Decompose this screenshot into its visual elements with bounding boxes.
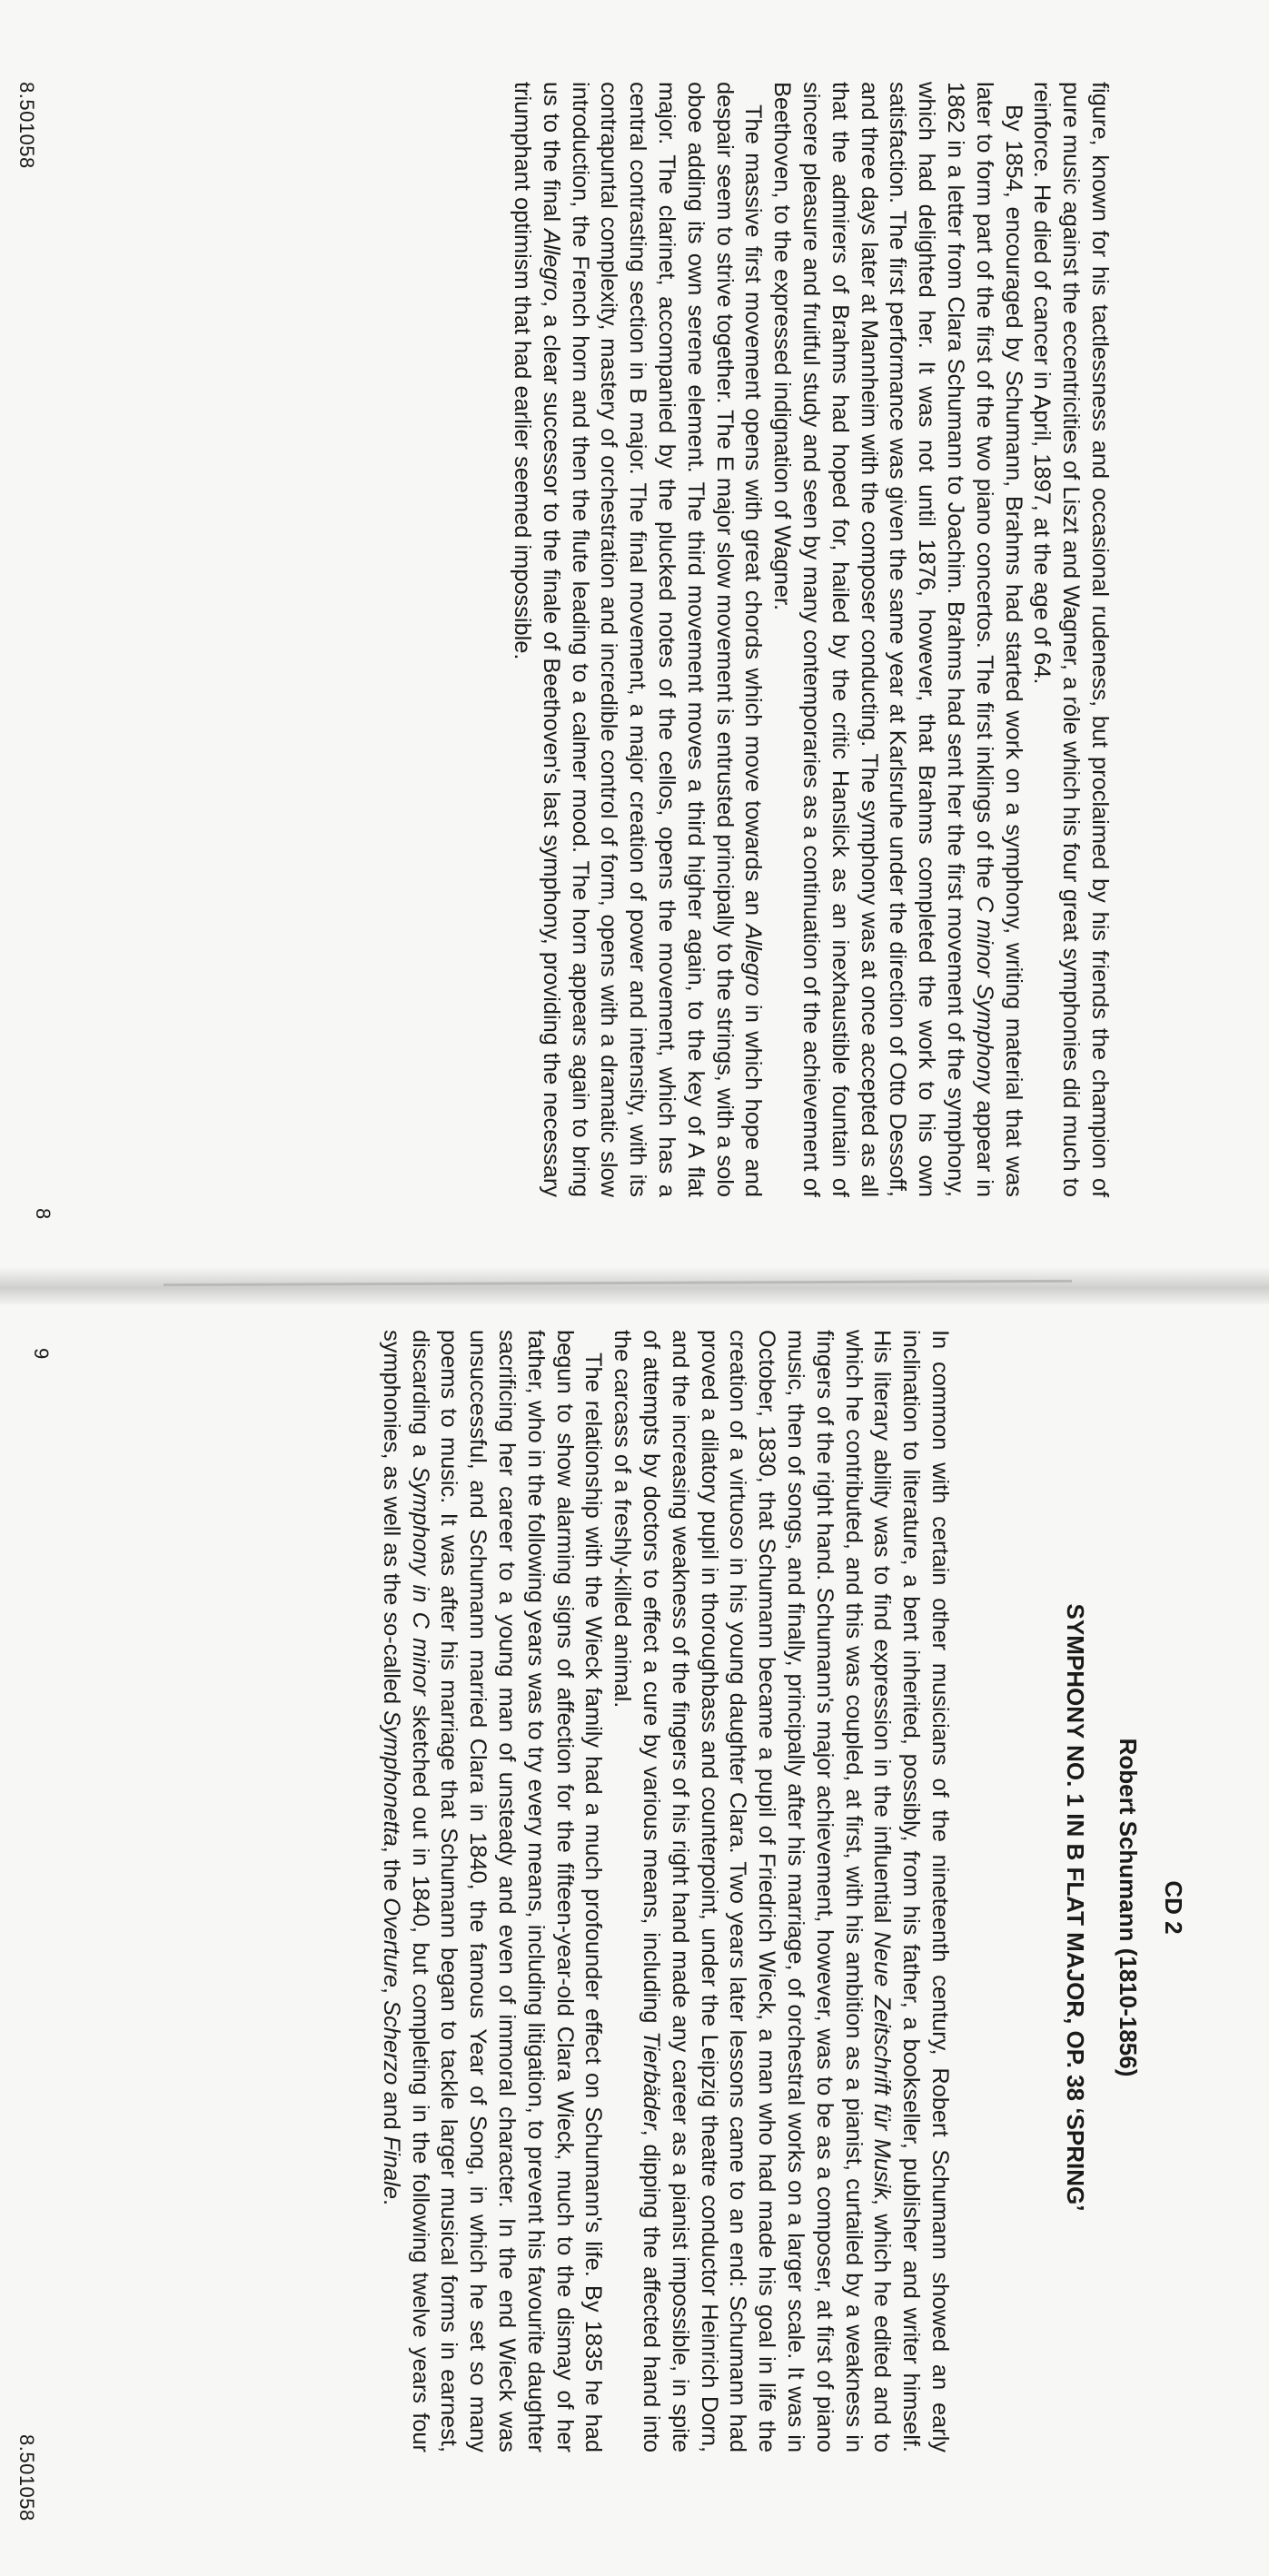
- italic-text-run: Symphony in C minor: [407, 1466, 433, 1696]
- page8-catalog-number: 8.501058: [15, 82, 38, 169]
- page8-paragraph: [767, 82, 1026, 1197]
- page9-page-number: 9: [30, 1348, 53, 1360]
- italic-text-run: Scherzo: [378, 2000, 404, 2086]
- page9-heading-block: [1061, 1317, 1188, 2498]
- italic-text-run: Allegro: [740, 924, 767, 996]
- page8-body-text: [507, 82, 1114, 1197]
- text-run: in which hope and despair seem to strive together. The E major slow movement is entrusted principally to the strings, with a solo oboe adding its own serene element. The third movement moves a third higher again, to the key of A flat major. The clarinet, accompanied by the plucked notes of the cellos, opens the movement, which has a central contrasting section in B major. The final movement, a major creation of power and intensity, with its contrapuntal complexity, mastery of orchestration and incredible control of form, opens with a dramatic slow introduction, the French horn and then the flute leading to a calmer mood. The horn appears again to bring us to the final: [538, 82, 767, 1197]
- page8-paragraph: [1027, 82, 1114, 1197]
- italic-text-run: Neue Zeitschrift für Musik: [869, 1931, 896, 2199]
- text-run: appear in 1862 in a letter from Clara Schumann to Joachim. Brahms had sent her the first movement of the symphony, which had delighted her. It was not until 1876, however, that Brahms completed the work to his own satisfaction. The first performance was given the same year at Karlsruhe under the direction of Otto Dessoff, and three days later at Mannheim with the composer conducting. The symphony was at once accepted as all that the admirers of Brahms had hoped for, hailed by the critic Hanslick as an inexhaustible fountain of sincere pleasure and fruitful study and seen by many contemporaries as a continuation of the achievement of Beethoven, to the expressed indignation of Wagner.: [769, 82, 997, 1197]
- text-run: sketched out in 1840, but completing in the following twelve years four symphonies, as well as the so-called: [378, 1330, 433, 2453]
- italic-text-run: Finale: [378, 2135, 404, 2199]
- page9-catalog-number: 8.501058: [15, 2434, 38, 2522]
- page9-paragraph: [376, 1330, 607, 2452]
- italic-text-run: Overture: [378, 1897, 404, 1988]
- page8-paragraph: [507, 82, 767, 1197]
- italic-text-run: Symphonetta: [378, 1710, 404, 1847]
- booklet-page-9: [0, 1304, 1269, 2576]
- text-run: , which he edited and to which he contributed, and this was coupled, at first, with his ambition as a pianist, curtailed by a weakness in fingers of the right hand. Schumann's major achievement, however, was to be as a composer, at first of piano music, then of songs, and finally, principally after his marriage, of orchestral works on a larger scale. It was in October, 1830, that Schumann became a pupil of Friedrich Wieck, a man who had made his goal in life the creation of a virtuoso in his young daughter Clara. Two years later lessons came to an end: Schumann had proved a dilatory pupil in thoroughbass and counterpoint, under the Leipzig theatre conductor Heinrich Dorn, and the increasing weakness of the fingers of his right hand made any career as a pianist impossible, in spite of attempts by doctors to effect a cure by various means, including: [639, 1330, 896, 2453]
- page9-paragraph: [607, 1330, 954, 2452]
- text-run: , dipping the affected hand into the carcass of a freshly-killed animal.: [610, 1330, 665, 2452]
- composer-heading: Robert Schumann (1810-1856): [1115, 1738, 1142, 2077]
- text-run: , the: [378, 1846, 404, 1898]
- italic-text-run: Tierbäder: [639, 2031, 665, 2130]
- text-run: , a clear successor to the finale of Beethoven's last symphony, providing the necessary triumphant optimism that had earlier seemed impossible.: [510, 82, 564, 1197]
- text-run: In common with certain other musicians of the nineteenth century, Robert Schumann showed an early inclination to literature, a bent inherited, possibly, from his father, a bookseller, publisher and writer himself. His literary ability was to find expression in the influential: [869, 1330, 953, 2452]
- text-run: The relationship with the Wieck family had a much profounder effect on Schumann's life. By 1835 he had begun to show alarming signs of affection for the fifteen-year-old Clara Wieck, much to the dismay of her father, who in the following years was to try every means, including litigation, to prevent his favourite daughter sacrificing her career to a young man of unsteady and even of immoral character. In the end Wieck was unsuccessful, and Schumann married Clara in 1840, the famous Year of Song, in which he set so many poems to music. It was after his marriage that Schumann began to tackle larger musical forms in earnest, discarding a: [407, 1330, 607, 2452]
- work-title-heading: SYMPHONY NO. 1 IN B FLAT MAJOR, OP. 38 ‘SPRING’: [1062, 1603, 1089, 2212]
- text-run: The massive first movement opens with great chords which move towards an: [740, 104, 767, 925]
- page9-body-text: [376, 1330, 954, 2452]
- text-run: and: [378, 2085, 404, 2136]
- text-run: ,: [378, 1987, 404, 2001]
- booklet-page-8: [0, 0, 1269, 1267]
- text-run: figure, known for his tactlessness and occasional rudeness, but proclaimed by his friends the champion of pure music against the eccentricities of Liszt and Wagner, a rôle which his four great symphonies did much to reinforce. He died of cancer in April, 1897, at the age of 64.: [1029, 82, 1113, 1197]
- italic-text-run: Allegro: [538, 229, 564, 302]
- cd-label: CD 2: [1160, 1880, 1187, 1935]
- page8-page-number: 8: [32, 1208, 55, 1220]
- text-run: .: [378, 2198, 404, 2205]
- italic-text-run: C minor Symphony: [971, 896, 997, 1094]
- text-run: By 1854, encouraged by Schumann, Brahms had started work on a symphony, writing material that was later to form part of the first of the two piano concertos. The first inklings of the: [971, 82, 1026, 1197]
